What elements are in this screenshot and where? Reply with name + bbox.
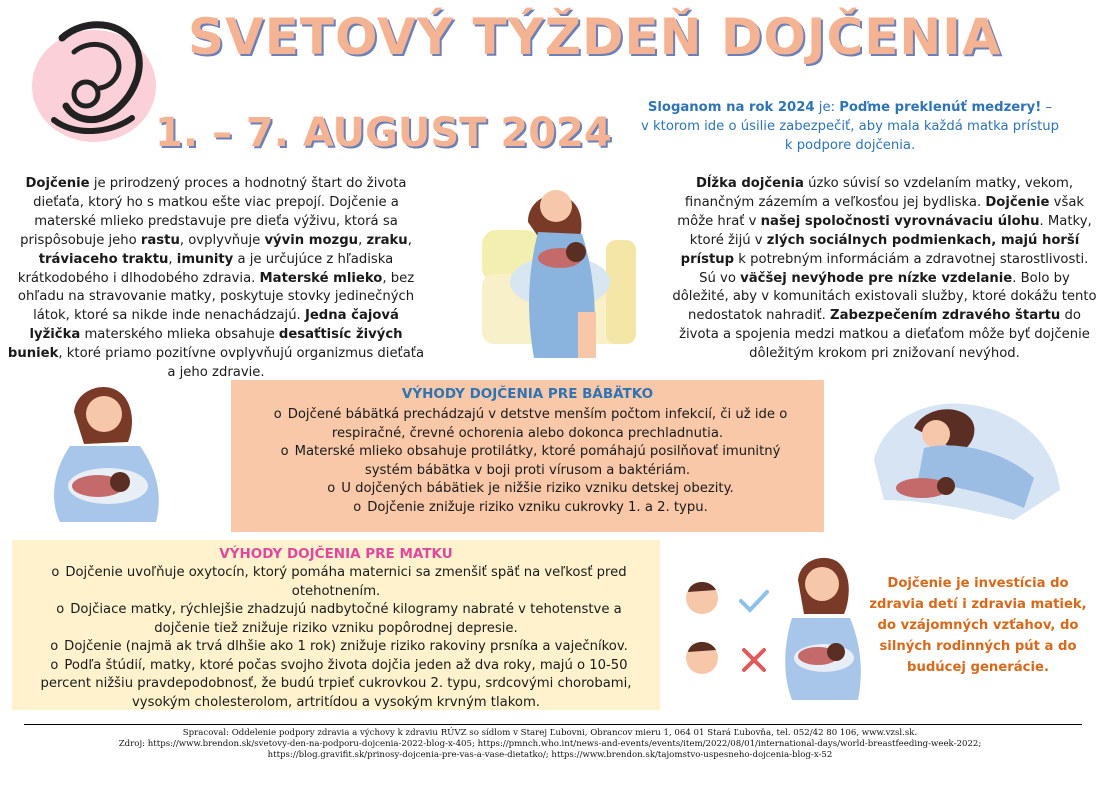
list-item-text: Dojčiace matky, rýchlejšie zhadzujú nadbytočné kilogramy nabraté v tehotenstve a dojčenie tiež znižuje riziko vzniku popôrodnej depresie. xyxy=(70,602,622,636)
list-item xyxy=(12,657,660,713)
list-item xyxy=(231,406,824,443)
list-item xyxy=(12,638,660,657)
bullet-icon: o xyxy=(50,657,59,673)
list-item-text: U dojčených bábätiek je nižšie riziko vzniku detskej obezity. xyxy=(341,481,734,496)
baby-benefits-list xyxy=(231,406,824,517)
list-item-text: Dojčenie uvoľňuje oxytocín, ktorý pomáha maternici sa zmenšiť späť na veľkosť pred otehotnením. xyxy=(65,565,627,599)
footer-sources-2: https://blog.gravifit.sk/prinosy-dojcenia-pre-vas-a-vase-dietatko/; https://www.brendon.sk/tajomstvo-uspesneho-dojcenia-blog-x-52 xyxy=(267,750,833,761)
mother-logo-icon xyxy=(14,8,174,148)
slogan-motto: Poďme preklenúť medzery! xyxy=(839,100,1042,115)
slogan-line-1 xyxy=(630,98,1070,117)
bullet-icon: o xyxy=(273,407,282,422)
bullet-icon: o xyxy=(56,602,65,617)
right-paragraph xyxy=(672,175,1097,364)
mother-benefits-box xyxy=(12,540,660,710)
list-item-text: Podľa štúdií, matky, ktoré počas svojho života dojčia jeden až dva roky, majú o 10-50 percent nižšiu pravdepodobnosť, že budú trpieť cukrovkou 2. typu, srdcovými chorobami, vysokým cholesterolom, artritídou a vysokým krvným tlakom. xyxy=(40,657,632,710)
mother-lying-illustration xyxy=(864,390,1064,526)
list-item-text: Dojčené bábätká prechádzajú v detstve menším počtom infekcií, či už ide o respiračné, črevné ochorenia alebo dokonca prechladnutia. xyxy=(287,407,788,441)
text-run: . Matky, ktoré žijú v xyxy=(689,213,1092,248)
slogan-block xyxy=(630,98,1070,155)
slogan-line-3: k podpore dojčenia. xyxy=(784,138,916,153)
text-run: . Bolo by dôležité, aby v komunitách existovali služby, ktoré dokážu tento nedostatok nahradiť. xyxy=(672,270,1097,324)
text-run: úzko súvisí so vzdelaním matky, vekom, finančným zázemím a veľkosťou jej bydliska. xyxy=(684,176,1074,210)
text-run: a je určujúce z hľadiska krátkodobého i dlhodobého zdravia. xyxy=(17,251,394,286)
text-bold: zraku xyxy=(366,232,408,248)
mother-benefits-list xyxy=(12,564,660,712)
list-item-text: Dojčenie (najmä ak trvá dlhšie ako 1 rok) znižuje riziko rakoviny prsníka a vaječníkov. xyxy=(64,639,628,654)
slogan-dash: – xyxy=(1041,100,1053,115)
text-run: , xyxy=(358,232,367,248)
text-run: , ovplyvňuje xyxy=(179,232,265,248)
bullet-icon: o xyxy=(327,481,336,496)
list-item xyxy=(231,499,824,518)
text-run: je prirodzený proces a hodnotný štart do života dieťaťa, ktorý ho s matkou ešte viac prepojí. Dojčenie a materské mlieko predstavuje pre dieťa výživu, ktorá sa prispôsobuje jeho xyxy=(20,176,407,248)
text-run: , bez ohľadu na stravovanie matky, poskytuje stovky jedinečných látok, ktoré sa nikde inde nenachádzajú. xyxy=(17,270,415,324)
bullet-icon: o xyxy=(353,499,362,515)
investment-statement: Dojčenie je investícia do zdravia detí i zdravia matiek, do vzájomných vzťahov, do silných rodinných pút a do budúcej generácie. xyxy=(869,576,1087,675)
list-item xyxy=(12,601,660,638)
mother-breastfeeding-illustration xyxy=(778,550,868,702)
slogan-prefix: Sloganom na rok 2024 xyxy=(647,100,815,115)
text-bold: Dojčenie xyxy=(985,194,1050,210)
list-item-text: Dojčenie znižuje riziko vzniku cukrovky 1. a 2. typu. xyxy=(367,499,708,515)
event-dates: 1. – 7. AUGUST 2024 xyxy=(155,110,612,156)
list-item xyxy=(231,480,824,499)
baby-benefits-heading: VÝHODY DOJČENIA PRE BÁBÄTKO xyxy=(401,386,654,402)
text-bold: vývin mozgu xyxy=(264,232,359,248)
text-bold: zlých sociálnych podmienkach, majú horší prístup xyxy=(680,232,1080,267)
cross-icon xyxy=(740,646,768,674)
bullet-icon: o xyxy=(280,444,289,459)
check-icon xyxy=(738,588,770,614)
text-bold: desaťtisíc živých buniek xyxy=(7,327,403,362)
footer-divider xyxy=(24,724,1082,725)
text-bold: našej spoločnosti vyrovnávaciu úlohu xyxy=(760,213,1040,229)
text-bold: imunity xyxy=(176,251,234,267)
text-bold: väčšej nevýhode pre nízke vzdelanie xyxy=(740,270,1013,286)
list-item xyxy=(231,443,824,480)
list-item xyxy=(12,564,660,601)
text-run: k potrebným informáciám a zdravotnej starostlivosti. Sú vo xyxy=(699,251,1089,286)
baby-benefits-box xyxy=(231,380,824,532)
list-item-text: Materské mlieko obsahuje protilátky, ktoré pomáhajú posilňovať imunitný systém bábätka v boji proti vírusom a baktériám. xyxy=(294,444,781,478)
text-run: , ktoré priamo pozitívne ovplyvňujú organizmus dieťaťa a jeho zdravie. xyxy=(58,346,425,381)
text-bold: Dojčenie xyxy=(25,176,90,191)
text-bold: Materské mlieko xyxy=(259,270,383,286)
footer xyxy=(20,728,1080,762)
text-bold: tráviaceho traktu xyxy=(38,251,169,267)
footer-credit: Spracoval: Oddelenie podpory zdravia a výchovy k zdraviu RÚVZ so sídlom v Starej Ľubovni, Obrancov mieru 1, 064 01 Stará Ľubovňa, tel. 052/42 80 106, www.vzsl.sk. xyxy=(182,728,918,738)
text-bold: Dĺžka dojčenia xyxy=(695,176,804,191)
text-run: materského mlieka obsahuje xyxy=(80,327,279,343)
page-title: SVETOVÝ TÝŽDEŇ DOJČENIA xyxy=(188,8,1002,66)
slogan-je: je: xyxy=(814,100,840,115)
mother-holding-baby-illustration xyxy=(44,382,172,522)
text-run: , xyxy=(407,232,412,248)
mother-on-chair-illustration xyxy=(468,162,648,370)
bullet-icon: o xyxy=(51,565,60,580)
slogan-line-2: v ktorom ide o úsilie zabezpečiť, aby mala každá matka prístup xyxy=(641,119,1059,134)
text-run: do života a spojenia medzi matkou a dieťaťom môže byť dojčenie dôležitým krokom pri znižovaní nevýhod. xyxy=(679,308,1090,362)
text-run: , xyxy=(168,251,177,267)
text-bold: Zabezpečením zdravého štartu xyxy=(830,308,1061,324)
text-bold: rastu xyxy=(140,232,180,248)
bullet-icon: o xyxy=(50,639,59,654)
mother-benefits-heading: VÝHODY DOJČENIA PRE MATKU xyxy=(219,546,453,562)
footer-sources: Zdroj: https://www.brendon.sk/svetovy-den-na-podporu-dojcenia-2022-blog-x-405; https://pmnch.who.int/news-and-events/events/item/2022/08/01/international-days/world-breastfeeding-week-2022; xyxy=(118,739,982,750)
left-paragraph xyxy=(6,175,426,383)
text-bold: Jedna čajová lyžička xyxy=(29,308,399,343)
text-run: však môže hrať v xyxy=(677,194,1085,229)
